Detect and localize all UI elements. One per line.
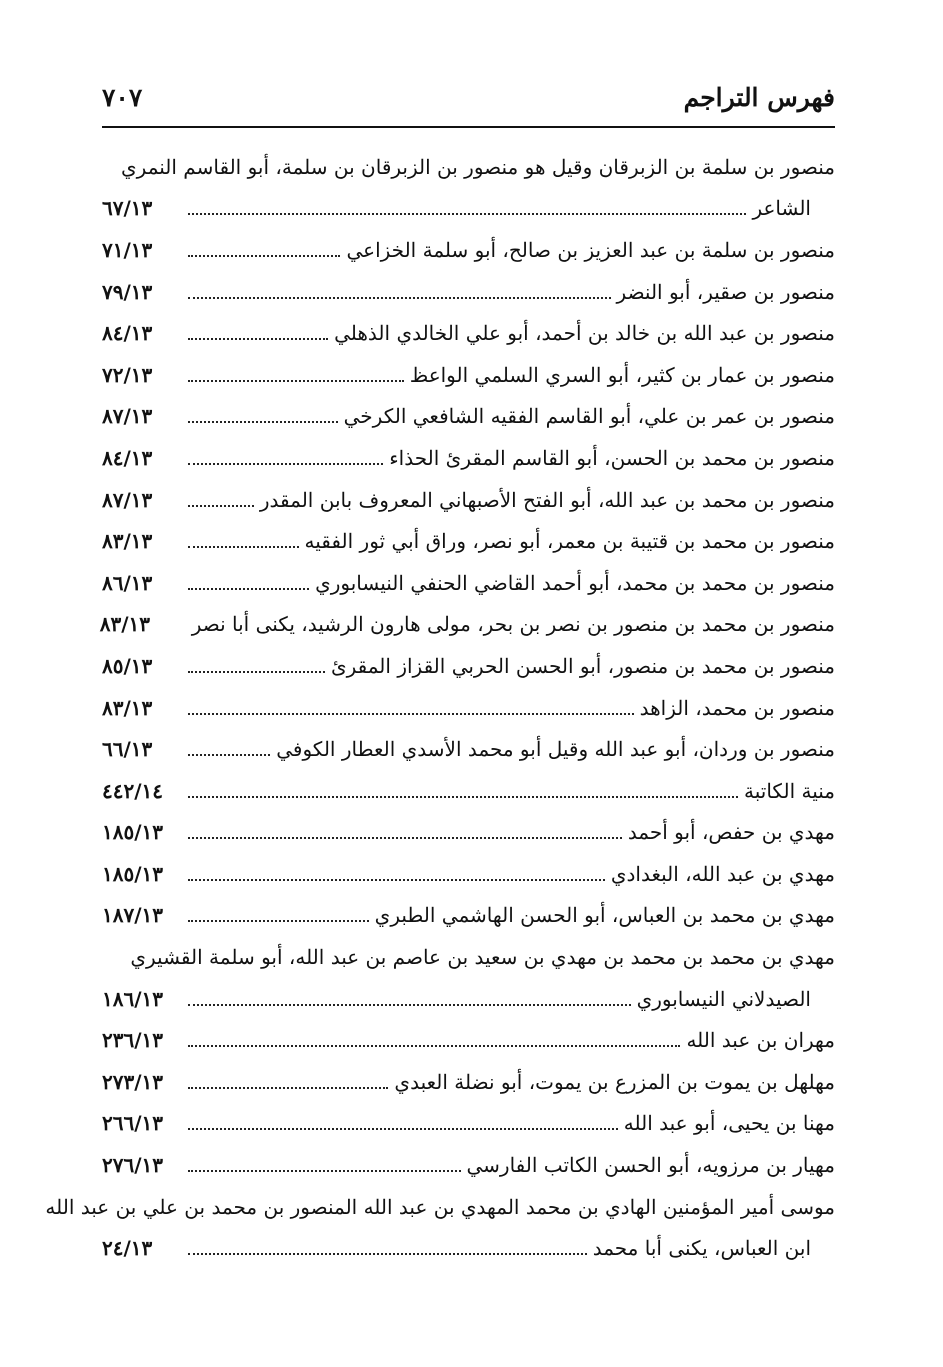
- index-entry-continuation: [102, 188, 835, 230]
- index-entry-continuation: [102, 1227, 835, 1269]
- index-entry: [102, 1061, 835, 1103]
- dot-leader: [188, 463, 383, 465]
- dot-leader: [188, 796, 738, 798]
- index-entry: [102, 853, 835, 895]
- entry-name: مهدي بن حفص، أبو أحمد: [627, 820, 835, 845]
- entry-name: منصور بن سلمة بن عبد العزيز بن صالح، أبو سلمة الخزاعي: [346, 237, 835, 262]
- dot-leader: [188, 879, 605, 881]
- entry-reference: ٨٧/١٣: [102, 487, 153, 512]
- index-entry: [102, 936, 835, 978]
- index-entry: [102, 895, 835, 937]
- index-entry: [102, 271, 835, 313]
- dot-leader: [188, 671, 325, 673]
- dot-leader: [188, 588, 309, 590]
- index-entry: [102, 312, 835, 354]
- entry-name: منصور بن محمد بن منصور، أبو الحسن الحربي القزاز المقرئ: [330, 653, 835, 678]
- index-entry: [102, 1103, 835, 1145]
- entry-reference: ٢٤/١٣: [102, 1236, 153, 1261]
- entry-name: مهدي بن محمد بن العباس، أبو الحسن الهاشمي الطبري: [374, 903, 835, 928]
- entry-name: مهدي بن محمد بن محمد بن مهدي بن سعيد بن عاصم بن عبد الله، أبو سلمة القشيري: [130, 945, 835, 970]
- entry-name: الصيدلاني النيسابوري: [636, 986, 811, 1011]
- index-entry: [102, 1144, 835, 1186]
- dot-leader: [188, 1045, 680, 1047]
- dot-leader: [188, 546, 299, 548]
- entry-name: منصور بن محمد، الزاهد: [639, 695, 835, 720]
- entry-name: مهلهل بن يموت بن المزرع بن يموت، أبو نضلة العبدي: [394, 1069, 835, 1094]
- index-entry: [102, 437, 835, 479]
- entry-name: منصور بن محمد بن منصور بن نصر بن بحر، مولى هارون الرشيد، يكنى أبا نصر: [191, 612, 835, 637]
- dot-leader: [188, 255, 340, 257]
- index-entry: [102, 562, 835, 604]
- entry-reference: ١٨٦/١٣: [102, 986, 164, 1011]
- dot-leader: [188, 837, 622, 839]
- entry-name: موسى أمير المؤمنين الهادي بن محمد المهدي بن عبد الله المنصور بن محمد بن علي بن عبد الله: [45, 1194, 835, 1219]
- entry-name: منصور بن وردان، أبو عبد الله وقيل أبو محمد الأسدي العطار الكوفي: [276, 737, 835, 762]
- entry-reference: ٢٧٦/١٣: [102, 1153, 164, 1178]
- entry-name: منصور بن محمد بن عبد الله، أبو الفتح الأصبهاني المعروف بابن المقدر: [259, 487, 835, 512]
- entry-reference: ٨٣/١٣: [102, 695, 153, 720]
- entry-name: منصور بن عبد الله بن خالد بن أحمد، أبو علي الخالدي الذهلي: [334, 321, 835, 346]
- index-entries: [45, 146, 835, 1269]
- entry-name: منصور بن صقير، أبو النضر: [616, 279, 835, 304]
- entry-name: منصور بن عمر بن علي، أبو القاسم الفقيه الشافعي الكرخي: [343, 404, 835, 429]
- dot-leader: [188, 380, 404, 382]
- entry-reference: ٦٦/١٣: [102, 737, 153, 762]
- entry-name: منصور بن محمد بن قتيبة بن معمر، أبو نصر، وراق أبي ثور الفقيه: [304, 529, 835, 554]
- dot-leader: [188, 213, 746, 215]
- entry-name: منصور بن محمد بن محمد، أبو أحمد القاضي الحنفي النيسابوري: [315, 570, 835, 595]
- entry-name: مهران بن عبد الله: [686, 1028, 835, 1053]
- index-entry: [102, 645, 835, 687]
- entry-name: منصور بن محمد بن الحسن، أبو القاسم المقرئ الحذاء: [389, 445, 835, 470]
- index-entry: [102, 229, 835, 271]
- dot-leader: [188, 505, 254, 507]
- entry-name: الشاعر: [752, 196, 811, 221]
- index-entry: [102, 812, 835, 854]
- index-entry: [102, 354, 835, 396]
- running-head: فهرس التراجم: [683, 83, 835, 112]
- entry-reference: ٢٣٦/١٣: [102, 1028, 164, 1053]
- entry-reference: ١٨٥/١٣: [102, 820, 164, 845]
- entry-reference: ٢٧٣/١٣: [102, 1069, 164, 1094]
- entry-reference: ٨٤/١٣: [102, 321, 153, 346]
- entry-reference: ٨٦/١٣: [102, 570, 153, 595]
- entry-name: ابن العباس، يكنى أبا محمد: [592, 1236, 811, 1261]
- entry-name: منية الكاتبة: [744, 778, 835, 803]
- entry-name: مهنا بن يحيى، أبو عبد الله: [623, 1111, 835, 1136]
- page-number: ٧٠٧: [102, 83, 143, 112]
- entry-name: مهيار بن مرزويه، أبو الحسن الكاتب الفارسي: [466, 1153, 835, 1178]
- index-entry: [102, 479, 835, 521]
- entry-reference: ٨٣/١٣: [102, 529, 153, 554]
- dot-leader: [188, 1087, 388, 1089]
- entry-reference: ٨٤/١٣: [102, 445, 153, 470]
- dot-leader: [188, 920, 369, 922]
- index-entry-continuation: [102, 978, 835, 1020]
- entry-reference: ٧٢/١٣: [102, 362, 153, 387]
- dot-leader: [188, 1128, 618, 1130]
- dot-leader: [188, 421, 338, 423]
- entry-name: منصور بن عمار بن كثير، أبو السري السلمي الواعظ: [409, 362, 835, 387]
- entry-name: مهدي بن عبد الله، البغدادي: [610, 861, 835, 886]
- page-header: [102, 72, 835, 112]
- dot-leader: [188, 1004, 631, 1006]
- index-entry: [102, 396, 835, 438]
- index-entry: [102, 1019, 835, 1061]
- entry-reference: ١٨٧/١٣: [102, 903, 164, 928]
- index-entry: [99, 604, 835, 646]
- dot-leader: [188, 297, 611, 299]
- entry-reference: ٨٥/١٣: [102, 653, 153, 678]
- dot-leader: [188, 338, 328, 340]
- entry-reference: ٤٤٢/١٤: [102, 778, 164, 803]
- index-entry: [102, 687, 835, 729]
- index-entry: [102, 146, 835, 188]
- entry-reference: ٦٧/١٣: [102, 196, 153, 221]
- entry-reference: ٨٣/١٣: [99, 612, 150, 637]
- index-entry: [102, 770, 835, 812]
- index-entry: [102, 520, 835, 562]
- entry-reference: ٧٩/١٣: [102, 279, 153, 304]
- entry-reference: ٨٧/١٣: [102, 404, 153, 429]
- entry-reference: ١٨٥/١٣: [102, 861, 164, 886]
- entry-reference: ٢٦٦/١٣: [102, 1111, 164, 1136]
- entry-reference: ٧١/١٣: [102, 237, 153, 262]
- entry-name: منصور بن سلمة بن الزبرقان وقيل هو منصور بن الزبرقان بن سلمة، أبو القاسم النمري: [121, 154, 835, 179]
- index-entry: [45, 1186, 835, 1228]
- dot-leader: [188, 1253, 587, 1255]
- index-entry: [102, 728, 835, 770]
- dot-leader: [188, 713, 634, 715]
- dot-leader: [188, 754, 270, 756]
- header-rule: [102, 126, 835, 128]
- dot-leader: [188, 1170, 461, 1172]
